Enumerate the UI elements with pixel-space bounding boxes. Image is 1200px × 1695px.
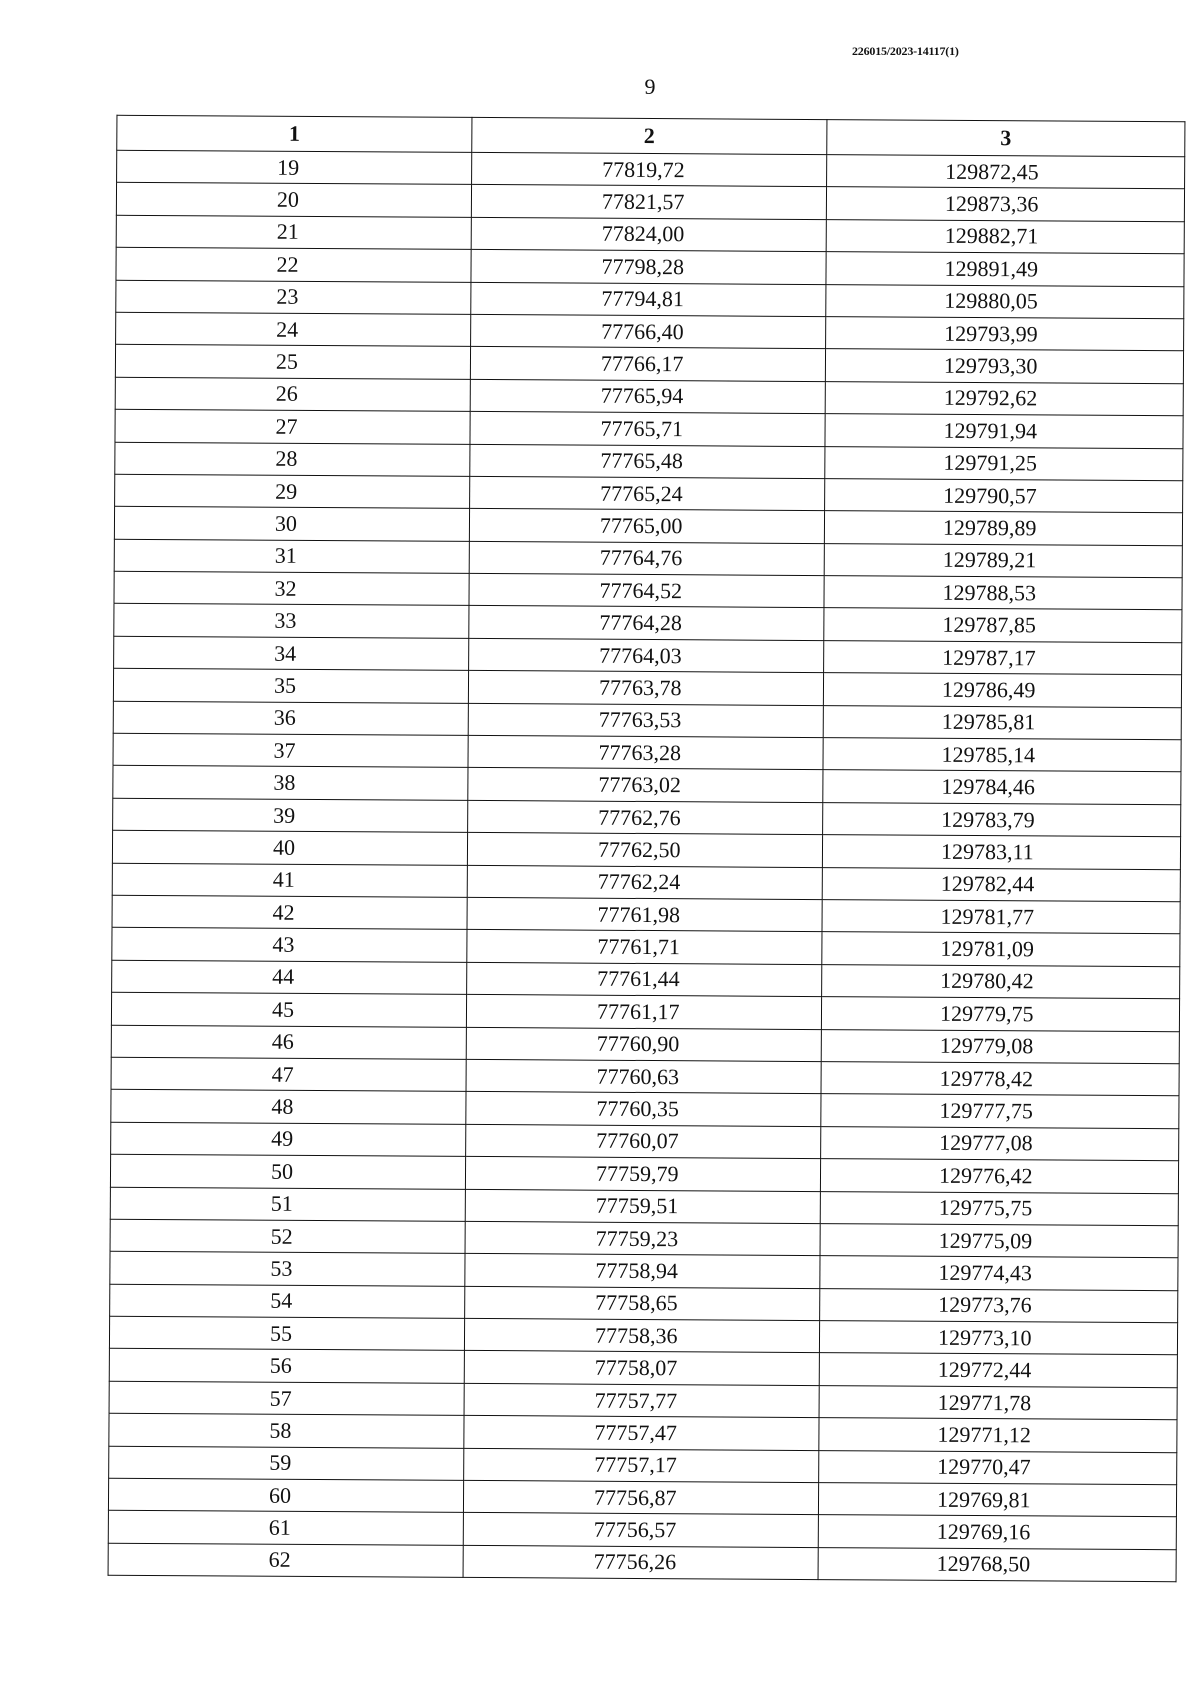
x-coordinate-cell: 77764,52 <box>469 573 824 608</box>
point-number-cell: 55 <box>109 1316 464 1351</box>
y-coordinate-cell: 129773,10 <box>819 1321 1177 1356</box>
x-coordinate-cell: 77757,77 <box>464 1383 819 1418</box>
y-coordinate-cell: 129770,47 <box>819 1450 1177 1485</box>
x-coordinate-cell: 77761,71 <box>467 930 822 965</box>
y-coordinate-cell: 129768,50 <box>818 1547 1176 1582</box>
y-coordinate-cell: 129777,08 <box>821 1126 1179 1161</box>
y-coordinate-cell: 129880,05 <box>826 284 1184 319</box>
point-number-cell: 46 <box>111 1025 466 1060</box>
y-coordinate-cell: 129781,09 <box>822 932 1180 967</box>
x-coordinate-cell: 77763,78 <box>468 671 823 706</box>
y-coordinate-cell: 129785,81 <box>823 705 1181 740</box>
x-coordinate-cell: 77758,36 <box>464 1318 819 1353</box>
x-coordinate-cell: 77794,81 <box>471 282 826 317</box>
y-coordinate-cell: 129777,75 <box>821 1094 1179 1129</box>
y-coordinate-cell: 129789,89 <box>824 511 1182 546</box>
column-header-1: 1 <box>117 115 472 152</box>
point-number-cell: 43 <box>112 928 467 963</box>
x-coordinate-cell: 77757,17 <box>464 1448 819 1483</box>
x-coordinate-cell: 77766,40 <box>471 314 826 349</box>
point-number-cell: 20 <box>116 183 471 218</box>
y-coordinate-cell: 129787,85 <box>824 608 1182 643</box>
x-coordinate-cell: 77765,94 <box>470 379 825 414</box>
column-header-3: 3 <box>827 120 1185 157</box>
y-coordinate-cell: 129783,79 <box>823 802 1181 837</box>
x-coordinate-cell: 77758,65 <box>465 1286 820 1321</box>
x-coordinate-cell: 77760,07 <box>466 1124 821 1159</box>
x-coordinate-cell: 77758,07 <box>464 1351 819 1386</box>
y-coordinate-cell: 129772,44 <box>819 1353 1177 1388</box>
point-number-cell: 26 <box>115 377 470 412</box>
x-coordinate-cell: 77765,71 <box>470 412 825 447</box>
x-coordinate-cell: 77798,28 <box>471 250 826 285</box>
x-coordinate-cell: 77756,26 <box>463 1545 818 1580</box>
point-number-cell: 23 <box>116 280 471 315</box>
y-coordinate-cell: 129779,08 <box>821 1029 1179 1064</box>
x-coordinate-cell: 77819,72 <box>472 152 827 187</box>
point-number-cell: 24 <box>116 312 471 347</box>
x-coordinate-cell: 77762,50 <box>467 833 822 868</box>
coordinates-table-container <box>108 115 1185 1583</box>
x-coordinate-cell: 77765,24 <box>470 476 825 511</box>
x-coordinate-cell: 77760,90 <box>466 1027 821 1062</box>
point-number-cell: 62 <box>108 1543 463 1578</box>
x-coordinate-cell: 77764,76 <box>469 541 824 576</box>
point-number-cell: 45 <box>111 992 466 1027</box>
x-coordinate-cell: 77759,51 <box>465 1189 820 1224</box>
point-number-cell: 37 <box>113 733 468 768</box>
y-coordinate-cell: 129882,71 <box>826 219 1184 254</box>
x-coordinate-cell: 77763,28 <box>468 735 823 770</box>
point-number-cell: 44 <box>112 960 467 995</box>
x-coordinate-cell: 77764,03 <box>469 638 824 673</box>
point-number-cell: 60 <box>108 1478 463 1513</box>
point-number-cell: 59 <box>109 1446 464 1481</box>
y-coordinate-cell: 129783,11 <box>822 835 1180 870</box>
point-number-cell: 56 <box>109 1349 464 1384</box>
y-coordinate-cell: 129793,99 <box>826 317 1184 352</box>
y-coordinate-cell: 129873,36 <box>826 187 1184 222</box>
x-coordinate-cell: 77763,53 <box>468 703 823 738</box>
point-number-cell: 49 <box>111 1122 466 1157</box>
point-number-cell: 27 <box>115 409 470 444</box>
y-coordinate-cell: 129787,17 <box>824 640 1182 675</box>
y-coordinate-cell: 129891,49 <box>826 252 1184 287</box>
point-number-cell: 36 <box>113 701 468 736</box>
point-number-cell: 32 <box>114 571 469 606</box>
point-number-cell: 19 <box>117 150 472 185</box>
x-coordinate-cell: 77762,76 <box>468 800 823 835</box>
y-coordinate-cell: 129789,21 <box>824 543 1182 578</box>
x-coordinate-cell: 77762,24 <box>467 865 822 900</box>
x-coordinate-cell: 77760,63 <box>466 1059 821 1094</box>
x-coordinate-cell: 77765,48 <box>470 444 825 479</box>
x-coordinate-cell: 77760,35 <box>466 1092 821 1127</box>
x-coordinate-cell: 77764,28 <box>469 606 824 641</box>
x-coordinate-cell: 77766,17 <box>470 347 825 382</box>
y-coordinate-cell: 129779,75 <box>821 997 1179 1032</box>
y-coordinate-cell: 129790,57 <box>825 478 1183 513</box>
point-number-cell: 41 <box>112 863 467 898</box>
y-coordinate-cell: 129786,49 <box>823 673 1181 708</box>
x-coordinate-cell: 77759,23 <box>465 1221 820 1256</box>
point-number-cell: 39 <box>113 798 468 833</box>
x-coordinate-cell: 77761,98 <box>467 897 822 932</box>
y-coordinate-cell: 129784,46 <box>823 770 1181 805</box>
x-coordinate-cell: 77824,00 <box>471 217 826 252</box>
y-coordinate-cell: 129780,42 <box>822 964 1180 999</box>
point-number-cell: 57 <box>109 1381 464 1416</box>
y-coordinate-cell: 129769,16 <box>818 1515 1176 1550</box>
y-coordinate-cell: 129792,62 <box>825 381 1183 416</box>
point-number-cell: 38 <box>113 766 468 801</box>
x-coordinate-cell: 77765,00 <box>469 509 824 544</box>
y-coordinate-cell: 129773,76 <box>820 1288 1178 1323</box>
point-number-cell: 33 <box>114 604 469 639</box>
point-number-cell: 28 <box>115 442 470 477</box>
point-number-cell: 31 <box>114 539 469 574</box>
document-reference: 226015/2023-14117(1) <box>852 44 959 58</box>
y-coordinate-cell: 129781,77 <box>822 900 1180 935</box>
point-number-cell: 21 <box>116 215 471 250</box>
point-number-cell: 22 <box>116 247 471 282</box>
point-number-cell: 34 <box>114 636 469 671</box>
x-coordinate-cell: 77757,47 <box>464 1416 819 1451</box>
y-coordinate-cell: 129778,42 <box>821 1062 1179 1097</box>
y-coordinate-cell: 129775,75 <box>820 1191 1178 1226</box>
table-body <box>108 150 1185 1582</box>
column-header-2: 2 <box>472 117 827 154</box>
y-coordinate-cell: 129785,14 <box>823 738 1181 773</box>
x-coordinate-cell: 77759,79 <box>465 1157 820 1192</box>
table-row <box>108 1543 1176 1582</box>
y-coordinate-cell: 129769,81 <box>818 1483 1176 1518</box>
point-number-cell: 61 <box>108 1511 463 1546</box>
point-number-cell: 42 <box>112 895 467 930</box>
point-number-cell: 58 <box>109 1413 464 1448</box>
point-number-cell: 40 <box>112 830 467 865</box>
y-coordinate-cell: 129793,30 <box>825 349 1183 384</box>
point-number-cell: 35 <box>113 668 468 703</box>
y-coordinate-cell: 129771,12 <box>819 1418 1177 1453</box>
y-coordinate-cell: 129782,44 <box>822 867 1180 902</box>
x-coordinate-cell: 77763,02 <box>468 768 823 803</box>
x-coordinate-cell: 77761,44 <box>467 962 822 997</box>
x-coordinate-cell: 77821,57 <box>471 185 826 220</box>
point-number-cell: 51 <box>110 1187 465 1222</box>
point-number-cell: 50 <box>110 1154 465 1189</box>
point-number-cell: 53 <box>110 1252 465 1287</box>
x-coordinate-cell: 77756,87 <box>463 1480 818 1515</box>
point-number-cell: 30 <box>114 507 469 542</box>
y-coordinate-cell: 129872,45 <box>827 155 1185 190</box>
coordinates-table <box>108 115 1186 1583</box>
x-coordinate-cell: 77756,57 <box>463 1513 818 1548</box>
y-coordinate-cell: 129791,94 <box>825 414 1183 449</box>
point-number-cell: 47 <box>111 1057 466 1092</box>
x-coordinate-cell: 77761,17 <box>466 995 821 1030</box>
point-number-cell: 25 <box>115 345 470 380</box>
y-coordinate-cell: 129771,78 <box>819 1385 1177 1420</box>
y-coordinate-cell: 129775,09 <box>820 1223 1178 1258</box>
page-number: 9 <box>644 74 656 99</box>
y-coordinate-cell: 129774,43 <box>820 1256 1178 1291</box>
point-number-cell: 52 <box>110 1219 465 1254</box>
point-number-cell: 29 <box>115 474 470 509</box>
point-number-cell: 48 <box>111 1090 466 1125</box>
x-coordinate-cell: 77758,94 <box>465 1254 820 1289</box>
y-coordinate-cell: 129791,25 <box>825 446 1183 481</box>
point-number-cell: 54 <box>110 1284 465 1319</box>
y-coordinate-cell: 129776,42 <box>820 1159 1178 1194</box>
y-coordinate-cell: 129788,53 <box>824 576 1182 611</box>
